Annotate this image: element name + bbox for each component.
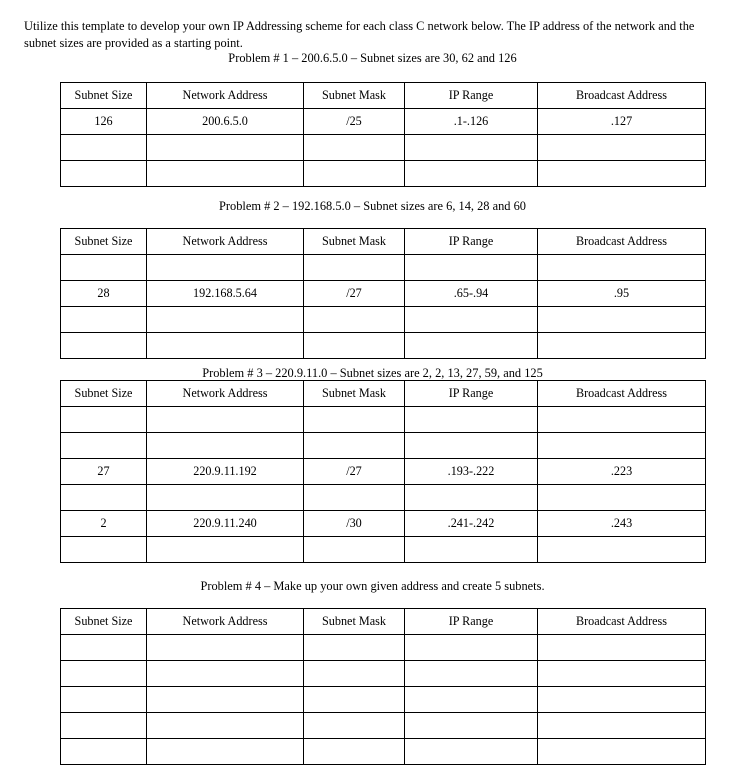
table-row bbox=[61, 687, 706, 713]
cell-subnet-mask bbox=[304, 537, 405, 563]
table-row bbox=[61, 161, 706, 187]
subnet-table-2 bbox=[60, 228, 706, 359]
cell-network-address bbox=[147, 537, 304, 563]
table-row bbox=[61, 661, 706, 687]
cell-subnet-size: 28 bbox=[61, 281, 147, 307]
table-row bbox=[61, 635, 706, 661]
column-header-network-address: Network Address bbox=[147, 83, 304, 109]
cell-subnet-size bbox=[61, 635, 147, 661]
cell-ip-range bbox=[405, 687, 538, 713]
cell-broadcast-address bbox=[538, 635, 706, 661]
table-row bbox=[61, 433, 706, 459]
column-header-broadcast-address: Broadcast Address bbox=[538, 229, 706, 255]
cell-broadcast-address bbox=[538, 307, 706, 333]
table-header-row bbox=[61, 229, 706, 255]
cell-subnet-mask: /27 bbox=[304, 459, 405, 485]
cell-subnet-mask bbox=[304, 135, 405, 161]
cell-subnet-mask: /25 bbox=[304, 109, 405, 135]
column-header-network-address: Network Address bbox=[147, 609, 304, 635]
cell-subnet-size bbox=[61, 135, 147, 161]
cell-broadcast-address: .243 bbox=[538, 511, 706, 537]
table-row bbox=[61, 255, 706, 281]
cell-broadcast-address bbox=[538, 485, 706, 511]
column-header-subnet-size: Subnet Size bbox=[61, 381, 147, 407]
cell-subnet-mask bbox=[304, 161, 405, 187]
cell-network-address bbox=[147, 661, 304, 687]
cell-network-address: 220.9.11.192 bbox=[147, 459, 304, 485]
column-header-subnet-mask: Subnet Mask bbox=[304, 381, 405, 407]
cell-subnet-mask bbox=[304, 307, 405, 333]
cell-ip-range: .1-.126 bbox=[405, 109, 538, 135]
intro-paragraph: Utilize this template to develop your own IP Addressing scheme for each class C network below. The IP address of the network and the subnet sizes are provided as a starting point. bbox=[24, 19, 695, 50]
table-row bbox=[61, 281, 706, 307]
cell-broadcast-address bbox=[538, 433, 706, 459]
cell-broadcast-address bbox=[538, 687, 706, 713]
cell-subnet-size bbox=[61, 485, 147, 511]
cell-broadcast-address bbox=[538, 161, 706, 187]
table-row bbox=[61, 713, 706, 739]
cell-network-address bbox=[147, 687, 304, 713]
cell-subnet-size bbox=[61, 687, 147, 713]
subnet-table-1 bbox=[60, 82, 706, 187]
cell-network-address: 200.6.5.0 bbox=[147, 109, 304, 135]
column-header-subnet-size: Subnet Size bbox=[61, 83, 147, 109]
column-header-ip-range: IP Range bbox=[405, 609, 538, 635]
cell-network-address bbox=[147, 255, 304, 281]
cell-network-address bbox=[147, 739, 304, 765]
table-header-row bbox=[61, 83, 706, 109]
column-header-broadcast-address: Broadcast Address bbox=[538, 83, 706, 109]
column-header-broadcast-address: Broadcast Address bbox=[538, 381, 706, 407]
cell-network-address bbox=[147, 485, 304, 511]
table-row bbox=[61, 537, 706, 563]
cell-subnet-mask: /27 bbox=[304, 281, 405, 307]
cell-ip-range bbox=[405, 255, 538, 281]
cell-ip-range bbox=[405, 135, 538, 161]
cell-subnet-mask: /30 bbox=[304, 511, 405, 537]
cell-subnet-mask bbox=[304, 661, 405, 687]
cell-ip-range bbox=[405, 161, 538, 187]
column-header-ip-range: IP Range bbox=[405, 381, 538, 407]
cell-network-address bbox=[147, 635, 304, 661]
cell-subnet-size bbox=[61, 307, 147, 333]
cell-network-address bbox=[147, 407, 304, 433]
cell-network-address: 192.168.5.64 bbox=[147, 281, 304, 307]
cell-subnet-mask bbox=[304, 407, 405, 433]
problem-title-1: Problem # 1 – 200.6.5.0 – Subnet sizes are 30, 62 and 126 bbox=[228, 51, 517, 65]
cell-subnet-mask bbox=[304, 687, 405, 713]
table-row bbox=[61, 407, 706, 433]
table-row bbox=[61, 109, 706, 135]
cell-broadcast-address bbox=[538, 407, 706, 433]
cell-network-address bbox=[147, 713, 304, 739]
cell-broadcast-address: .95 bbox=[538, 281, 706, 307]
subnet-table-3 bbox=[60, 380, 706, 563]
column-header-subnet-mask: Subnet Mask bbox=[304, 609, 405, 635]
cell-network-address bbox=[147, 333, 304, 359]
cell-ip-range bbox=[405, 661, 538, 687]
cell-subnet-size bbox=[61, 333, 147, 359]
cell-subnet-mask bbox=[304, 433, 405, 459]
cell-subnet-size: 2 bbox=[61, 511, 147, 537]
cell-subnet-size bbox=[61, 255, 147, 281]
cell-network-address bbox=[147, 135, 304, 161]
cell-subnet-mask bbox=[304, 255, 405, 281]
cell-subnet-size: 27 bbox=[61, 459, 147, 485]
cell-ip-range: .65-.94 bbox=[405, 281, 538, 307]
cell-subnet-mask bbox=[304, 485, 405, 511]
cell-subnet-mask bbox=[304, 635, 405, 661]
cell-network-address bbox=[147, 433, 304, 459]
cell-subnet-size bbox=[61, 537, 147, 563]
cell-broadcast-address bbox=[538, 135, 706, 161]
cell-ip-range bbox=[405, 635, 538, 661]
cell-ip-range bbox=[405, 307, 538, 333]
cell-broadcast-address bbox=[538, 739, 706, 765]
cell-subnet-size bbox=[61, 739, 147, 765]
table-row bbox=[61, 511, 706, 537]
problem-title-2: Problem # 2 – 192.168.5.0 – Subnet sizes are 6, 14, 28 and 60 bbox=[219, 199, 526, 213]
problem-title-3: Problem # 3 – 220.9.11.0 – Subnet sizes are 2, 2, 13, 27, 59, and 125 bbox=[202, 366, 543, 380]
cell-broadcast-address bbox=[538, 661, 706, 687]
cell-subnet-size bbox=[61, 661, 147, 687]
cell-subnet-size bbox=[61, 161, 147, 187]
cell-ip-range bbox=[405, 333, 538, 359]
column-header-subnet-size: Subnet Size bbox=[61, 609, 147, 635]
cell-broadcast-address bbox=[538, 713, 706, 739]
cell-ip-range bbox=[405, 739, 538, 765]
column-header-subnet-mask: Subnet Mask bbox=[304, 83, 405, 109]
cell-subnet-mask bbox=[304, 739, 405, 765]
cell-subnet-size bbox=[61, 433, 147, 459]
cell-subnet-size: 126 bbox=[61, 109, 147, 135]
cell-ip-range bbox=[405, 713, 538, 739]
cell-subnet-mask bbox=[304, 333, 405, 359]
cell-subnet-size bbox=[61, 713, 147, 739]
table-row bbox=[61, 459, 706, 485]
column-header-ip-range: IP Range bbox=[405, 229, 538, 255]
column-header-subnet-size: Subnet Size bbox=[61, 229, 147, 255]
cell-ip-range bbox=[405, 407, 538, 433]
table-row bbox=[61, 135, 706, 161]
subnet-table-4 bbox=[60, 608, 706, 765]
cell-broadcast-address: .127 bbox=[538, 109, 706, 135]
column-header-ip-range: IP Range bbox=[405, 83, 538, 109]
cell-ip-range: .241-.242 bbox=[405, 511, 538, 537]
column-header-network-address: Network Address bbox=[147, 229, 304, 255]
cell-ip-range bbox=[405, 433, 538, 459]
cell-ip-range bbox=[405, 537, 538, 563]
column-header-network-address: Network Address bbox=[147, 381, 304, 407]
table-header-row bbox=[61, 381, 706, 407]
table-row bbox=[61, 485, 706, 511]
cell-network-address bbox=[147, 307, 304, 333]
cell-network-address bbox=[147, 161, 304, 187]
table-row bbox=[61, 739, 706, 765]
column-header-broadcast-address: Broadcast Address bbox=[538, 609, 706, 635]
table-header-row bbox=[61, 609, 706, 635]
problem-title-4: Problem # 4 – Make up your own given address and create 5 subnets. bbox=[200, 579, 545, 593]
table-row bbox=[61, 307, 706, 333]
cell-broadcast-address bbox=[538, 333, 706, 359]
column-header-subnet-mask: Subnet Mask bbox=[304, 229, 405, 255]
cell-broadcast-address bbox=[538, 255, 706, 281]
cell-ip-range: .193-.222 bbox=[405, 459, 538, 485]
cell-ip-range bbox=[405, 485, 538, 511]
cell-broadcast-address bbox=[538, 537, 706, 563]
cell-network-address: 220.9.11.240 bbox=[147, 511, 304, 537]
cell-subnet-size bbox=[61, 407, 147, 433]
cell-broadcast-address: .223 bbox=[538, 459, 706, 485]
cell-subnet-mask bbox=[304, 713, 405, 739]
table-row bbox=[61, 333, 706, 359]
